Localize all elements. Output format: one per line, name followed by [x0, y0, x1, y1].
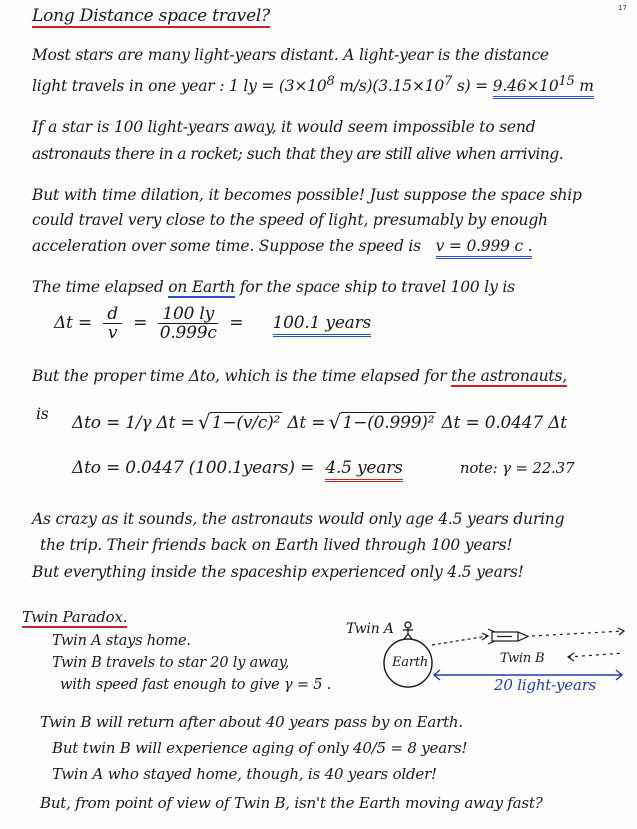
- fraction-100ly: [158, 305, 218, 342]
- fraction-d-over-v: [103, 305, 122, 342]
- exp-15: 15: [558, 74, 575, 89]
- para3-line2: could travel very close to the speed of light, presumably by enough: [32, 211, 548, 229]
- sqrt-0999: √ 1−(0.999)²: [341, 412, 437, 433]
- twin-line2: Twin B travels to star 20 ly away,: [52, 655, 290, 671]
- earth-time-result: 100.1 years: [273, 313, 372, 337]
- page-number: 17: [618, 4, 627, 12]
- para1-line1: Most stars are many light-years distant. A light-year is the distance: [32, 46, 549, 64]
- proper-eq-c: Δt =: [287, 413, 326, 433]
- rocket-icon: [488, 629, 528, 644]
- proper-eq-b: Δt =: [156, 413, 195, 433]
- inverse-gamma: 1/γ: [125, 413, 152, 433]
- proper-time-calc: Δto = 0.0447 (100.1years) =: [72, 458, 315, 478]
- equals-1: =: [133, 313, 148, 333]
- proper-time-result-line: [72, 458, 574, 478]
- proper-time-equation: [72, 412, 567, 433]
- para6-line3: But everything inside the spaceship experienced only 4.5 years!: [32, 563, 524, 581]
- twin-line6: Twin A who stayed home, though, is 40 years older!: [52, 765, 437, 783]
- para5-is: is: [36, 405, 49, 423]
- para6-line2: the trip. Their friends back on Earth lived through 100 years!: [40, 536, 513, 554]
- para5-line1: [32, 367, 567, 385]
- para5-text-a: But the proper time Δto, which is the time elapsed for: [32, 367, 447, 385]
- frac-0999c: 0.999c: [159, 323, 217, 343]
- para3-line3-text: acceleration over some time. Suppose the speed is: [32, 237, 421, 255]
- diagram-earth-label: Earth: [392, 655, 429, 670]
- para2-line1: If a star is 100 light-years away, it would seem impossible to send: [32, 118, 536, 136]
- outbound-arrow-icon: [482, 633, 488, 640]
- frac-d: d: [103, 305, 122, 324]
- twin-paradox-heading: [22, 608, 127, 626]
- twin-line1: Twin A stays home.: [52, 633, 191, 649]
- time-equation: [54, 305, 371, 342]
- page-heading: [32, 6, 270, 26]
- delta-t-lhs: Δt =: [54, 313, 92, 333]
- on-earth-underlined: on Earth: [168, 278, 236, 296]
- equals-2: =: [229, 313, 244, 333]
- twin-line4: Twin B will return after about 40 years pass by on Earth.: [40, 713, 463, 731]
- lightyear-eq-a: light travels in one year : 1 ly = (3×10: [32, 77, 327, 96]
- sqrt-vc: √ 1−(v/c)²: [210, 412, 282, 433]
- diagram-twin-a-label: Twin A: [346, 621, 394, 637]
- twin-heading-text: Twin Paradox.: [22, 608, 128, 626]
- para4-text-b: for the space ship to travel 100 ly is: [239, 278, 515, 296]
- onward-arrow-icon: [618, 628, 624, 635]
- proper-time-lhs: Δto =: [72, 413, 120, 433]
- lightyear-eq-c: s) =: [452, 77, 488, 96]
- twin-line3: with speed fast enough to give γ = 5 .: [60, 677, 332, 693]
- speed-value: v = 0.999 c .: [436, 237, 533, 259]
- lightyear-result-unit: m: [574, 77, 594, 96]
- twin-line7: But, from point of view of Twin B, isn't the Earth moving away fast?: [40, 794, 543, 812]
- frac-v: v: [107, 323, 118, 343]
- para3-line3: [32, 237, 532, 255]
- para3-line1: But with time dilation, it becomes possible! Just suppose the space ship: [32, 186, 582, 204]
- lightyear-result: [492, 74, 594, 99]
- heading-text: Long Distance space travel?: [32, 6, 271, 26]
- para6-line1: As crazy as it sounds, the astronauts would only age 4.5 years during: [32, 510, 565, 528]
- exp-7: 7: [444, 74, 453, 89]
- para4-line1: [32, 278, 515, 296]
- astronauts-underlined: the astronauts,: [451, 367, 567, 385]
- outbound-dotted-path: [432, 636, 488, 645]
- diagram-twin-b-label: Twin B: [500, 651, 545, 666]
- stick-figure-icon: [403, 622, 413, 639]
- lightyear-result-value: 9.46×10: [492, 77, 559, 96]
- frac-100ly: 100 ly: [158, 305, 218, 324]
- gamma-note: note: γ = 22.37: [459, 459, 575, 477]
- lightyear-eq-b: m/s)(3.15×10: [334, 77, 445, 96]
- return-dotted-path: [568, 653, 624, 657]
- proper-eq-d: Δt = 0.0447 Δt: [441, 413, 567, 433]
- para2-line2: astronauts there in a rocket; such that they are still alive when arriving.: [32, 145, 564, 163]
- astronaut-time-result: 4.5 years: [325, 458, 402, 482]
- exp-8: 8: [326, 74, 335, 89]
- twin-line5: But twin B will experience aging of only 40/5 = 8 years!: [52, 739, 468, 757]
- para1-line2: [32, 74, 594, 95]
- diagram-distance-label: 20 light-years: [494, 676, 597, 694]
- onward-dotted-path: [532, 631, 624, 636]
- para4-text-a: The time elapsed: [32, 278, 164, 296]
